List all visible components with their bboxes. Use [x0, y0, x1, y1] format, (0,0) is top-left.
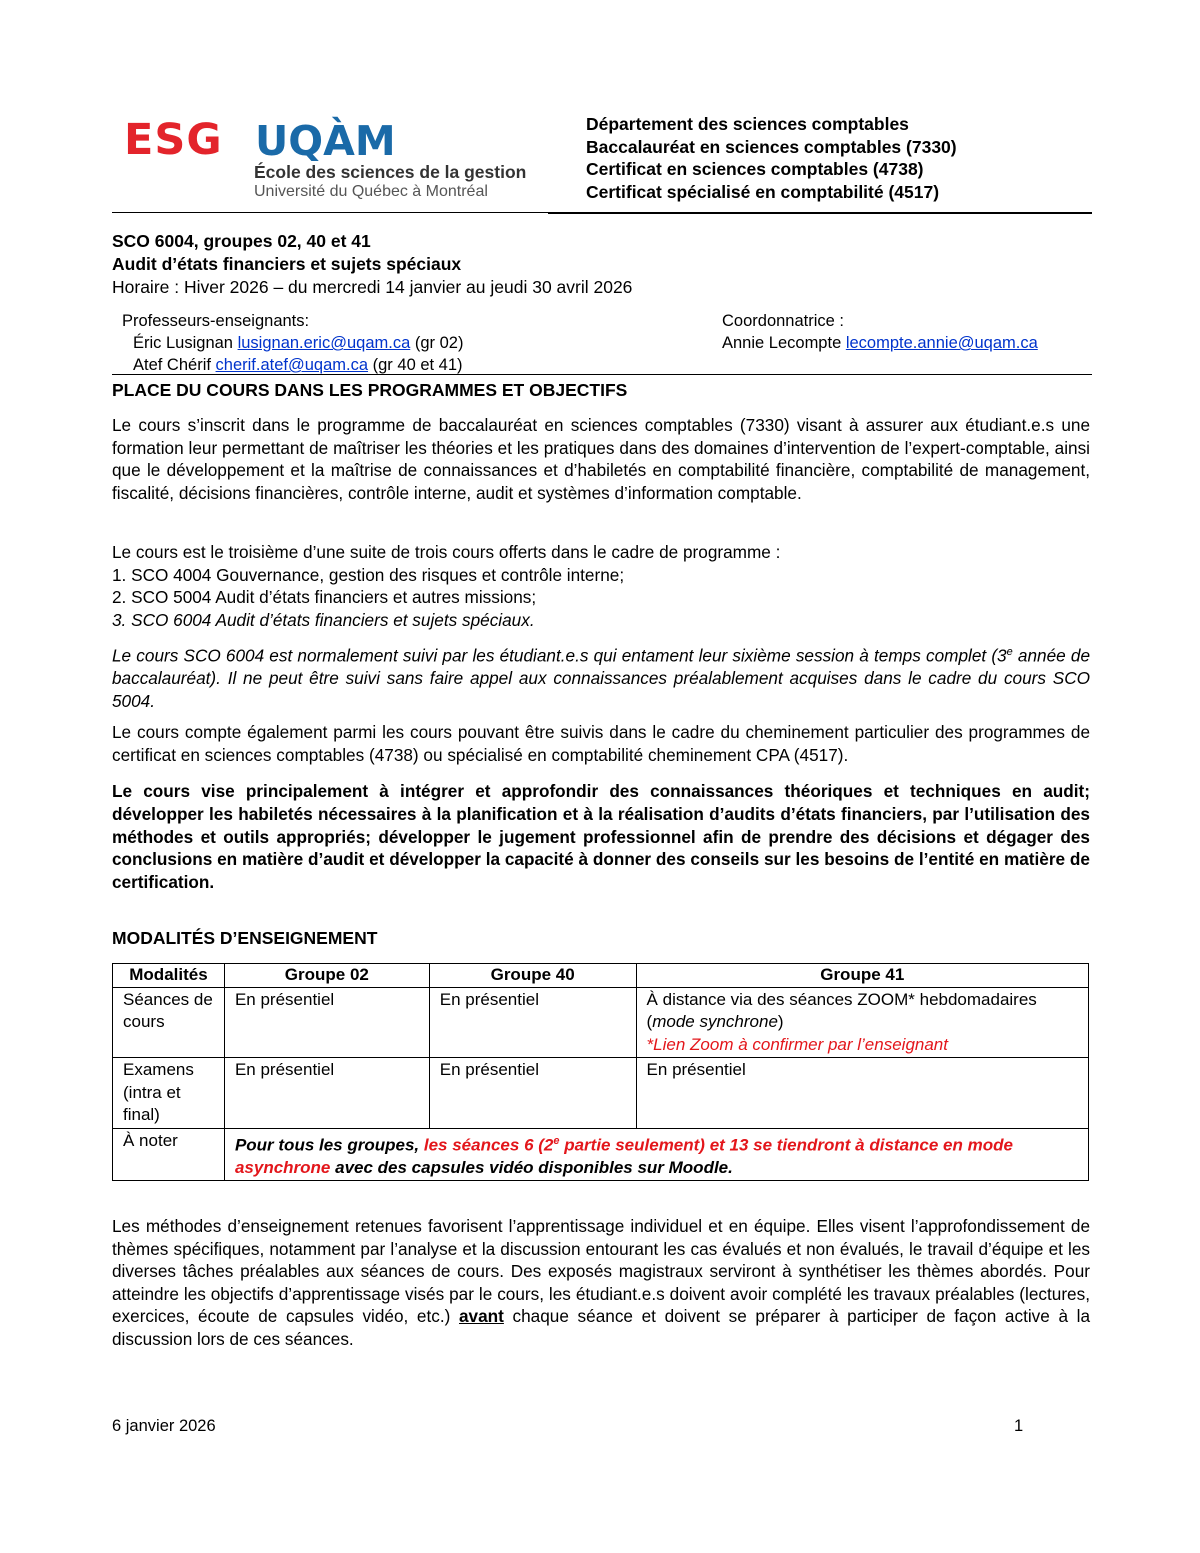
table-cell: En présentiel — [636, 1058, 1088, 1129]
page-number: 1 — [1014, 1417, 1024, 1435]
table-header-row — [113, 964, 1089, 988]
table-cell: En présentiel — [429, 1058, 636, 1129]
paragraph-prerequisite: Le cours SCO 6004 est normalement suivi par les étudiant.e.s qui entament leur sixième session à temps complet (3e année de baccalauréat). Il ne peut être suivi sans faire appel aux connaissances préalablement acquises dans le cadre du cours SCO 5004. — [112, 645, 1091, 711]
esg-logo: ESG — [124, 115, 223, 165]
department-block — [586, 113, 957, 203]
table-row — [113, 1058, 1089, 1129]
uqam-logo: UQÀM — [255, 117, 396, 165]
logo-school-name: École des sciences de la gestion — [254, 162, 527, 182]
table-cell: Séances de cours — [113, 987, 225, 1058]
professor-email-link[interactable]: cherif.atef@uqam.ca — [215, 356, 369, 374]
department-line: Département des sciences comptables — [586, 114, 909, 134]
professor-name: Atef Chérif — [133, 356, 211, 374]
coordinator-email-link[interactable]: lecompte.annie@uqam.ca — [845, 334, 1038, 352]
table-header-cell: Groupe 02 — [224, 964, 429, 988]
sequence-item: 3. SCO 6004 Audit d’états financiers et sujets spéciaux. — [112, 609, 535, 630]
table-cell: Examens (intra et final) — [113, 1058, 225, 1129]
paragraph-program: Le cours s’inscrit dans le programme de baccalauréat en sciences comptables (7330) visant à assurer aux étudiant.e.s une formation leur permettant de maîtriser les théories et les pratiques dans des domaines d’intervention de l’expert-comptable, ainsi que le développement et la maîtrise de connaissances et d’habiletés en comptabilité financière, comptabilité de management, fiscalité, décisions financières, contrôle interne, audit et systèmes d’information comptable. — [112, 415, 1090, 503]
coordinator-block — [722, 310, 1038, 354]
course-code: SCO 6004, groupes 02, 40 et 41 — [112, 231, 371, 251]
table-cell: À distance via des séances ZOOM* hebdomadaires (mode synchrone) *Lien Zoom à confirmer par l’enseignant — [636, 987, 1088, 1058]
course-info — [112, 230, 632, 299]
professor-row — [122, 332, 463, 354]
professor-group: (gr 02) — [414, 334, 464, 352]
paragraph-teaching-methods: Les méthodes d’enseignement retenues favorisent l’apprentissage individuel et en équipe. Elles visent l’approfondissement de thèmes spécifiques, notamment par l’analyse et la discussion entourant les cas évalués et non évalués, le travail d’équipe et les diverses tâches préalables aux séances de cours. Des exposés magistraux serviront à synthétiser les thèmes abordés. Pour atteindre les objectifs d’apprentissage visés par le cours, les étudiant.e.s doivent avoir complété les travaux préalables (lectures, exercices, écoute de capsules vidéo, etc.) avant chaque séance et doivent se préparer à participer de façon active à la discussion lors de ces séances. — [112, 1216, 1091, 1349]
table-cell: À noter — [113, 1128, 225, 1181]
professor-group: (gr 40 et 41) — [372, 356, 463, 374]
professors-block — [122, 310, 463, 376]
coordinator-row — [722, 332, 1038, 354]
coordinator-name: Annie Lecompte — [722, 334, 842, 352]
table-header-cell: Groupe 41 — [636, 964, 1088, 988]
table-header-cell: Groupe 40 — [429, 964, 636, 988]
sequence-item: 2. SCO 5004 Audit d’états financiers et autres missions; — [112, 587, 537, 607]
modalities-table — [112, 963, 1089, 1181]
professor-name: Éric Lusignan — [133, 334, 233, 352]
department-line: Baccalauréat en sciences comptables (7330) — [586, 136, 957, 157]
table-row — [113, 987, 1089, 1058]
paragraph-certificates: Le cours compte également parmi les cours pouvant être suivis dans le cadre du cheminement particulier des programmes de certificat en sciences comptables (4738) ou spécialisé en comptabilité cheminement CPA (4517). — [112, 722, 1090, 765]
header-divider-left — [112, 212, 548, 213]
table-cell: En présentiel — [429, 987, 636, 1058]
professor-email-link[interactable]: lusignan.eric@uqam.ca — [237, 334, 411, 352]
professors-label: Professeurs-enseignants: — [122, 312, 310, 330]
department-line: Certificat spécialisé en comptabilité (4517) — [586, 181, 940, 202]
section-heading-modalities: MODALITÉS D’ENSEIGNEMENT — [112, 928, 378, 948]
logo-university-name: Université du Québec à Montréal — [254, 183, 488, 200]
zoom-note: *Lien Zoom à confirmer par l’enseignant — [646, 1034, 948, 1054]
sequence-intro: Le cours est le troisième d’une suite de trois cours offerts dans le cadre de programme : — [112, 542, 781, 562]
course-title: Audit d’états financiers et sujets spéciaux — [112, 254, 462, 274]
section-divider — [112, 374, 1092, 375]
table-row — [113, 1128, 1089, 1181]
table-cell: En présentiel — [224, 987, 429, 1058]
coordinator-label: Coordonnatrice : — [722, 312, 844, 330]
table-header-cell: Modalités — [113, 964, 225, 988]
table-cell: En présentiel — [224, 1058, 429, 1129]
paragraph-course-sequence — [112, 541, 1090, 631]
footer-date: 6 janvier 2026 — [112, 1417, 216, 1435]
paragraph-objectives: Le cours vise principalement à intégrer et approfondir des connaissances théoriques et techniques en audit; développer les habiletés nécessaires à la planification et à la réalisation d’audits d’états financiers, par l’utilisation des méthodes et outils appropriés; développer le jugement professionnel afin de prendre des décisions et dégager des conclusions en matière d’audit et développer la capacité à donner des conseils sur les besoins de l’entité en matière de certification. — [112, 781, 1090, 893]
professor-row — [122, 354, 463, 376]
section-heading-objectives: PLACE DU COURS DANS LES PROGRAMMES ET OBJECTIFS — [112, 380, 628, 400]
header-divider-right — [548, 212, 1092, 214]
sequence-item: 1. SCO 4004 Gouvernance, gestion des risques et contrôle interne; — [112, 564, 625, 585]
department-line: Certificat en sciences comptables (4738) — [586, 159, 924, 179]
table-note-cell: Pour tous les groupes, les séances 6 (2e partie seulement) et 13 se tiendront à distance en mode asynchrone avec des capsules vidéo disponibles sur Moodle. — [224, 1128, 1088, 1181]
course-schedule: Horaire : Hiver 2026 – du mercredi 14 janvier au jeudi 30 avril 2026 — [112, 277, 633, 297]
